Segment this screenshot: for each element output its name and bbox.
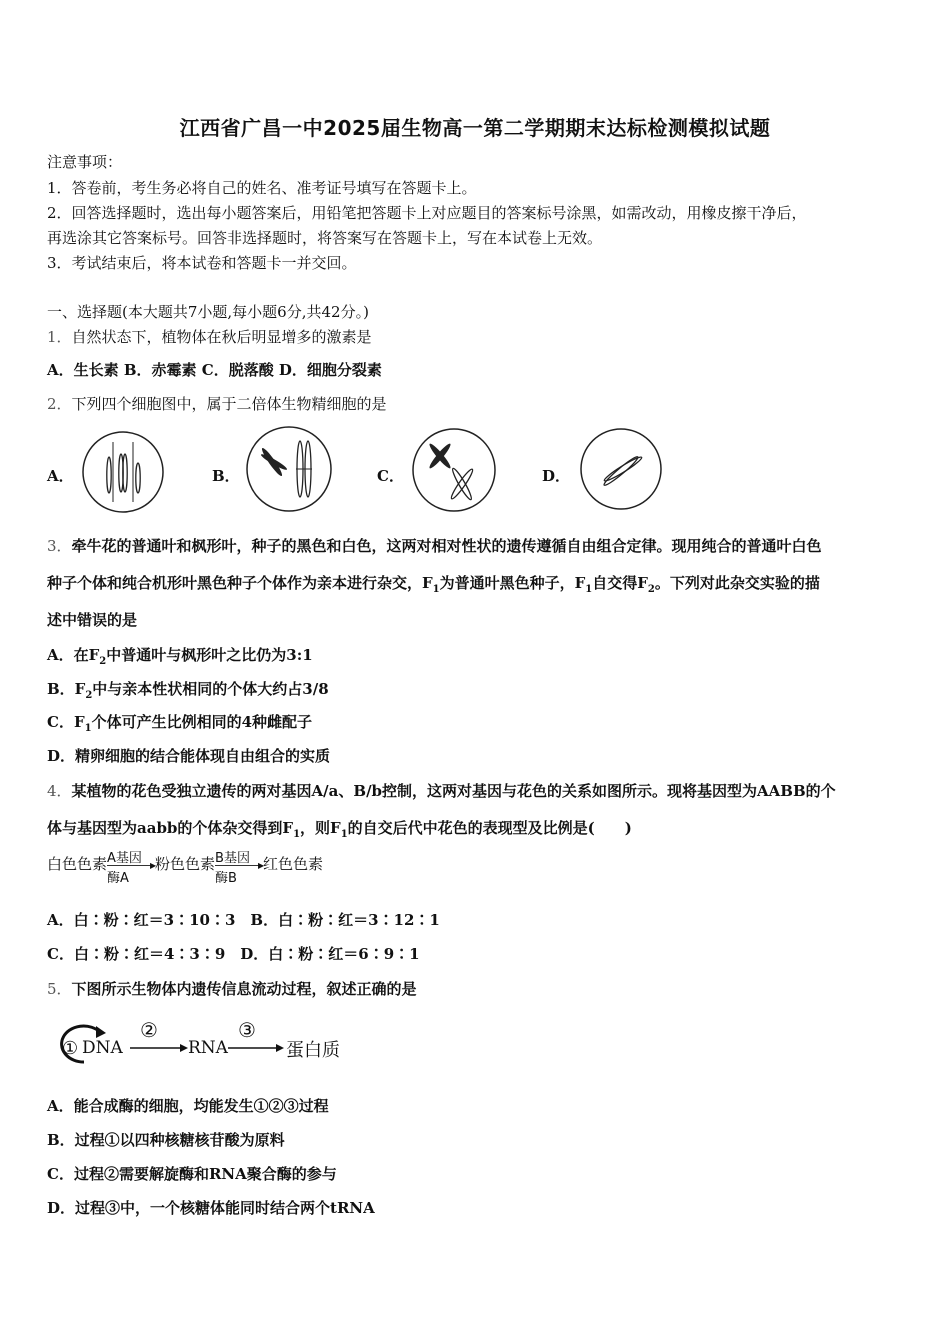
question-3-line3: 述中错误的是 [47,611,138,629]
notes-item: 1．答卷前，考生务必将自己的姓名、准考证号填写在答题卡上。 [47,179,477,197]
question-4-options-cd: C．白∶粉∶红＝4∶3∶9 D．白∶粉∶红＝6∶9∶1 [47,945,420,963]
question-5-option-b: B．过程①以四种核糖核苷酸为原料 [47,1131,285,1149]
question-text: 下图所示生物体内遗传信息流动过程，叙述正确的是 [71,980,417,998]
subscript: 1 [340,829,348,840]
notes-heading: 注意事项： [47,153,123,171]
text-part: B．F [47,680,86,698]
text-part: C．F [47,713,85,731]
question-3-line1 [47,536,822,556]
gene-a-label: A基因 [107,851,142,866]
process-3-label: ③ [238,1018,256,1042]
text-part: A．在F [47,646,100,664]
question-4-options-ab: A．白∶粉∶红＝3∶10∶3 B．白∶粉∶红＝3∶12∶1 [47,911,440,929]
cell-diagram-a [80,430,166,514]
text-part: 中普通叶与枫形叶之比仍为3:1 [106,646,313,664]
question-4-line1 [47,781,836,801]
question-number: 3． [47,537,72,555]
pigment-pathway [47,847,324,886]
question-number: 5． [47,980,72,998]
question-3-option-a [47,645,313,672]
cell-diagram-b [244,424,334,514]
question-number: 2． [47,395,72,413]
subscript: 1 [293,829,301,840]
arrowhead-icon: ▶ [150,861,157,870]
text-part: 种子个体和纯合机形叶黑色种子个体作为亲本进行杂交，F [47,574,433,592]
question-4-line2 [47,818,632,845]
arrow-gene-b [215,847,265,886]
subscript: 2 [647,584,655,595]
question-text: 某植物的花色受独立遗传的两对基因A/a、B/b控制，这两对基因与花色的关系如图所示。现将基因型为AABB的个 [71,782,836,800]
dna-label: DNA [82,1038,123,1058]
subscript: 1 [84,723,92,734]
question-3-option-c [47,712,312,739]
question-1-stem [47,327,372,347]
process-2-label: ② [140,1018,158,1042]
question-text: 下列四个细胞图中，属于二倍体生物精细胞的是 [71,395,387,413]
subscript: 2 [85,690,93,701]
enzyme-a-label: 酶A [107,871,129,886]
cell-label-c: C． [377,467,404,485]
question-1-options: A．生长素 B．赤霉素 C．脱落酸 D．细胞分裂素 [47,361,382,379]
question-2-stem [47,394,387,414]
question-number: 4． [47,782,72,800]
question-number: 1． [47,328,72,346]
question-text: 自然状态下，植物体在秋后明显增多的激素是 [71,328,372,346]
central-dogma-diagram [52,1018,372,1072]
pink-pigment: 粉色色素 [155,855,216,873]
notes-item: 2．回答选择题时，选出每小题答案后，用铅笔把答题卡上对应题目的答案标号涂黑，如需改动，用橡皮擦干净后， [47,204,807,222]
cell-diagram-c [410,426,498,514]
question-5-option-d: D．过程③中，一个核糖体能同时结合两个tRNA [47,1199,375,1217]
text-part: 。下列对此杂交实验的描 [654,574,820,592]
question-3-option-b [47,679,329,706]
question-5-stem [47,979,417,999]
notes-item: 再选涂其它答案标号。回答非选择题时，将答案写在答题卡上，写在本试卷上无效。 [47,229,603,247]
text-part: 体与基因型为aabb的个体杂交得到F [47,819,294,837]
gene-b-label: B基因 [215,851,250,866]
question-5-option-c: C．过程②需要解旋酶和RNA聚合酶的参与 [47,1165,337,1183]
rna-label: RNA [188,1038,228,1058]
page-title: 江西省广昌一中2025届生物高一第二学期期末达标检测模拟试题 [179,116,771,140]
section-heading: 一、选择题(本大题共7小题,每小题6分,共42分。) [47,303,369,321]
question-3-option-d: D．精卵细胞的结合能体现自由组合的实质 [47,747,331,765]
text-part: 的自交后代中花色的表现型及比例是( ) [347,819,632,837]
notes-item: 3．考试结束后，将本试卷和答题卡一并交回。 [47,254,357,272]
text-part: 为普通叶黑色种子，F [439,574,586,592]
cell-diagram-d [578,426,664,512]
subscript: 1 [432,584,440,595]
cell-label-b: B． [212,467,240,485]
arrowhead-icon: ▶ [258,861,265,870]
white-pigment: 白色色素 [47,855,108,873]
subscript: 2 [99,656,107,667]
red-pigment: 红色色素 [263,855,324,873]
text-part: ，则F [300,819,341,837]
cell-label-a: A． [47,467,74,485]
question-3-line2 [47,573,820,600]
question-5-option-a: A．能合成酶的细胞，均能发生①②③过程 [47,1097,329,1115]
protein-label: 蛋白质 [286,1040,340,1061]
process-1-label: ① [62,1038,79,1059]
enzyme-b-label: 酶B [215,871,237,886]
question-text: 牵牛花的普通叶和枫形叶，种子的黑色和白色，这两对相对性状的遗传遵循自由组合定律。现用纯合的普通叶白色 [71,537,822,555]
text-part: 个体可产生比例相同的4种雌配子 [91,713,313,731]
text-part: 自交得F [592,574,648,592]
subscript: 1 [585,584,593,595]
cell-label-d: D． [542,467,571,485]
arrow-gene-a [107,847,157,886]
text-part: 中与亲本性状相同的个体大约占3/8 [92,680,329,698]
